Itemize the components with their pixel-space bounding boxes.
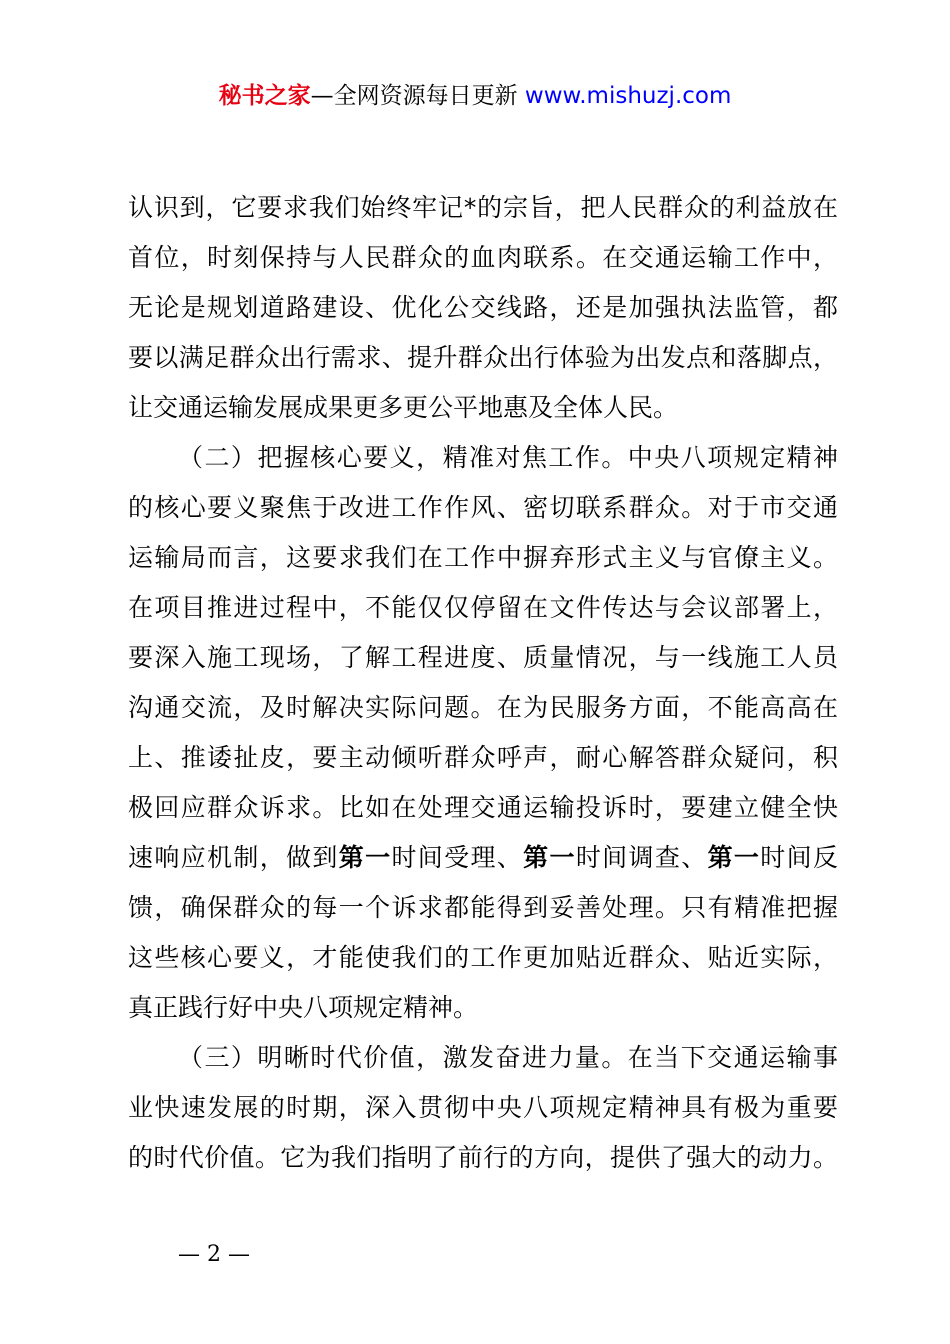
text-line: 的时代价值。它为我们指明了前行的方向，提供了强大的动力。 — [128, 1143, 838, 1172]
section-heading-line: （二）把握核心要义，精准对焦工作。中央八项规定精神 — [178, 443, 838, 472]
text-line: 无论是规划道路建设、优化公交线路，还是加强执法监管，都 — [128, 293, 838, 322]
text-line: 极回应群众诉求。比如在处理交通运输投诉时，要建立健全快 — [128, 793, 838, 822]
text-line: 首位，时刻保持与人民群众的血肉联系。在交通运输工作中， — [128, 243, 838, 272]
text-line: 业快速发展的时期，深入贯彻中央八项规定精神具有极为重要 — [128, 1093, 838, 1122]
site-banner — [0, 78, 950, 114]
text-segment: 时间受理、 — [391, 843, 524, 872]
site-url-link[interactable]: www.mishuzj.com — [524, 83, 732, 109]
text-line: 沟通交流，及时解决实际问题。在为民服务方面，不能高高在 — [128, 693, 838, 722]
text-line: 的核心要义聚焦于改进工作作风、密切联系群众。对于市交通 — [128, 493, 838, 522]
document-body — [128, 183, 838, 1183]
text-line: 要以满足群众出行需求、提升群众出行体验为出发点和落脚点， — [128, 343, 838, 372]
site-tagline: —全网资源每日更新 — [310, 83, 525, 109]
text-segment: 速响应机制，做到 — [128, 843, 339, 872]
text-line: 让交通运输发展成果更多更公平地惠及全体人民。 — [128, 393, 679, 422]
text-line: 在项目推进过程中，不能仅仅停留在文件传达与会议部署上， — [128, 593, 838, 622]
text-line: 馈，确保群众的每一个诉求都能得到妥善处理。只有精准把握 — [128, 893, 838, 922]
text-line-with-emphasis — [128, 833, 838, 883]
text-segment: 时间调查、 — [575, 843, 708, 872]
bold-emphasis: 第一 — [707, 843, 761, 872]
bold-emphasis: 第一 — [523, 843, 576, 872]
page-number: — 2 — — [178, 1242, 250, 1267]
text-line: 真正践行好中央八项规定精神。 — [128, 993, 479, 1022]
bold-emphasis: 第一 — [338, 843, 392, 872]
text-segment: 时间反 — [760, 843, 838, 872]
text-line: 这些核心要义，才能使我们的工作更加贴近群众、贴近实际， — [128, 943, 838, 972]
text-line: 要深入施工现场，了解工程进度、质量情况，与一线施工人员 — [128, 643, 838, 672]
text-line: 认识到，它要求我们始终牢记*的宗旨，把人民群众的利益放在 — [128, 193, 838, 222]
site-brand: 秘书之家 — [218, 83, 311, 109]
text-line: 上、推诿扯皮，要主动倾听群众呼声，耐心解答群众疑问，积 — [128, 743, 838, 772]
section-heading-line: （三）明晰时代价值，激发奋进力量。在当下交通运输事 — [178, 1043, 838, 1072]
text-line: 运输局而言，这要求我们在工作中摒弃形式主义与官僚主义。 — [128, 543, 838, 572]
